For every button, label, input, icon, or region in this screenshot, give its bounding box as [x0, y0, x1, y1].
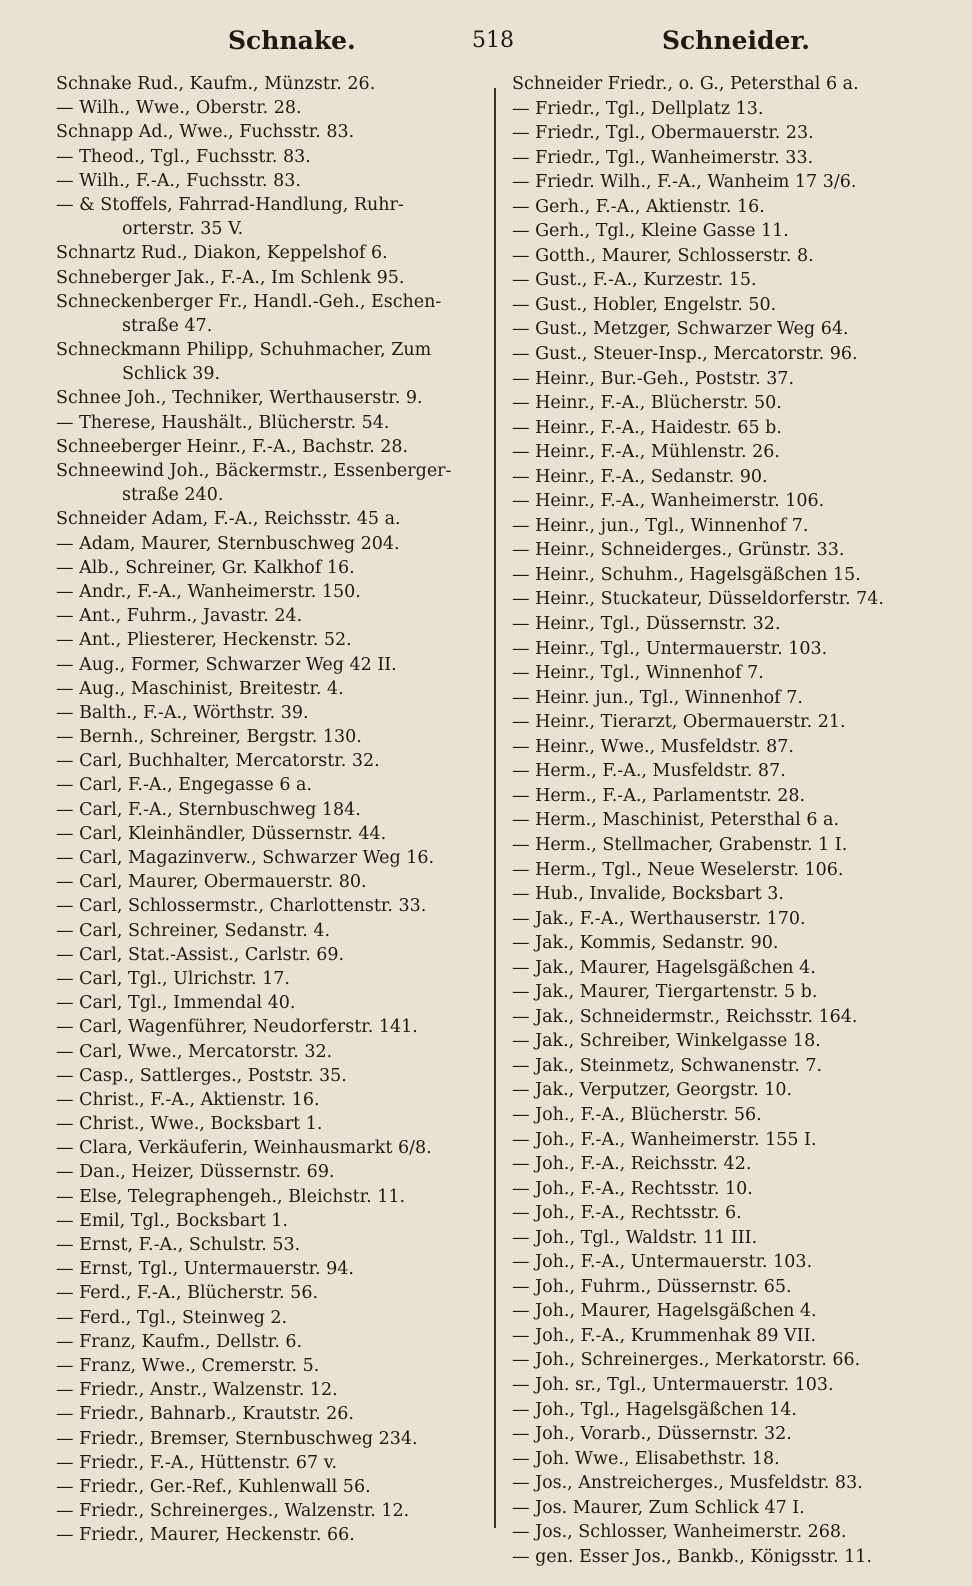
directory-entry-line: Schneider Adam, F.-A., Reichsstr. 45 a. — [56, 509, 401, 530]
directory-entry-line: — Jak., Verputzer, Georgstr. 10. — [512, 1080, 793, 1101]
directory-entry-line: — Herm., Stellmacher, Grabenstr. 1 I. — [512, 834, 848, 855]
directory-entry-line: — Hub., Invalide, Bocksbart 3. — [512, 884, 784, 905]
directory-entry-line: — Herm., F.-A., Parlamentstr. 28. — [512, 785, 806, 806]
directory-entry-line: — Joh., F.-A., Wanheimerstr. 155 I. — [512, 1129, 817, 1150]
directory-entry-line: — Carl, Maurer, Obermauerstr. 80. — [56, 872, 367, 893]
directory-entry-line: — Aug., Maschinist, Breitestr. 4. — [56, 678, 344, 699]
directory-entry-line: — Aug., Former, Schwarzer Weg 42 II. — [56, 654, 397, 675]
directory-entry-line: — Carl, Stat.-Assist., Carlstr. 69. — [56, 944, 345, 965]
directory-entry-line: — Heinr., F.-A., Sedanstr. 90. — [512, 466, 768, 487]
directory-entry-line: — Friedr., F.-A., Hüttenstr. 67 v. — [56, 1452, 338, 1473]
directory-entry-line: — Franz, Wwe., Cremerstr. 5. — [56, 1355, 320, 1376]
directory-entry-line: — Joh., F.-A., Reichsstr. 42. — [512, 1154, 752, 1175]
column-divider — [494, 88, 496, 1528]
directory-entry-line: — Joh. Wwe., Elisabethstr. 18. — [512, 1448, 780, 1469]
directory-entry-line: — Friedr., Tgl., Wanheimerstr. 33. — [512, 147, 814, 168]
directory-entry-line: — Heinr. jun., Tgl., Winnenhof 7. — [512, 687, 803, 708]
directory-entry-line: — Adam, Maurer, Sternbuschweg 204. — [56, 533, 400, 554]
directory-entry-line: — Jak., F.-A., Werthauserstr. 170. — [512, 908, 806, 929]
directory-entry-line: orterstr. 35 V. — [122, 219, 244, 240]
directory-entry-line: — Heinr., Tgl., Untermauerstr. 103. — [512, 638, 828, 659]
directory-entry-line: — Gerh., F.-A., Aktienstr. 16. — [512, 196, 765, 217]
directory-entry-line: — Andr., F.-A., Wanheimerstr. 150. — [56, 581, 361, 602]
directory-entry-line: — Ernst, F.-A., Schulstr. 53. — [56, 1235, 301, 1255]
directory-entry-line: — Heinr., F.-A., Blücherstr. 50. — [512, 393, 782, 414]
header-right-keyword: Schneider. — [662, 26, 810, 55]
directory-entry-line: — Carl, F.-A., Sternbuschweg 184. — [56, 799, 361, 820]
directory-entry-line: — Casp., Sattlerges., Poststr. 35. — [56, 1065, 347, 1086]
directory-entry-line: — Joh., Fuhrm., Düssernstr. 65. — [512, 1276, 792, 1297]
directory-entry-line: — Joh., Tgl., Hagelsgäßchen 14. — [512, 1399, 797, 1420]
directory-entry-line: — Jos., Anstreicherges., Musfeldstr. 83. — [512, 1473, 863, 1494]
directory-entry-line: — Joh., Maurer, Hagelsgäßchen 4. — [512, 1301, 817, 1322]
directory-entry-line: — Ernst, Tgl., Untermauerstr. 94. — [56, 1259, 354, 1280]
directory-entry-line: — Emil, Tgl., Bocksbart 1. — [56, 1210, 288, 1231]
directory-entry-line: — Jak., Schreiber, Winkelgasse 18. — [512, 1031, 821, 1052]
directory-entry-line: — Joh., Schreinerges., Merkatorstr. 66. — [512, 1350, 861, 1371]
directory-entry-line: — Heinr., Tgl., Düssernstr. 32. — [512, 614, 781, 635]
directory-entry-line: Schneberger Jak., F.-A., Im Schlenk 95. — [56, 267, 405, 288]
directory-entry-line: — Joh. sr., Tgl., Untermauerstr. 103. — [512, 1374, 834, 1395]
directory-entry-line: Schnartz Rud., Diakon, Keppelshof 6. — [56, 243, 388, 264]
directory-entry-line: — Jak., Maurer, Hagelsgäßchen 4. — [512, 957, 816, 978]
directory-entry-line: Schneewind Joh., Bäckermstr., Essenberger- — [56, 461, 452, 481]
directory-entry-line: — Wilh., Wwe., Oberstr. 28. — [56, 98, 302, 119]
page-header — [0, 26, 972, 66]
directory-entry-line: — Carl, Wagenführer, Neudorferstr. 141. — [56, 1017, 418, 1038]
directory-entry-line: — Carl, Tgl., Ulrichstr. 17. — [56, 968, 290, 989]
left-column — [56, 72, 488, 1547]
directory-entry-line: — Heinr., F.-A., Haidestr. 65 b. — [512, 417, 782, 438]
directory-entry-line: — Friedr. Wilh., F.-A., Wanheim 17 3/6. — [512, 172, 857, 193]
directory-entry-line: Schnee Joh., Techniker, Werthauserstr. 9. — [56, 388, 423, 409]
directory-entry-line: — Carl, Tgl., Immendal 40. — [56, 993, 296, 1014]
directory-entry-line: — Carl, Wwe., Mercatorstr. 32. — [56, 1041, 333, 1062]
directory-entry-line: — Friedr., Bremser, Sternbuschweg 234. — [56, 1428, 418, 1449]
directory-entry-line: — Gotth., Maurer, Schlosserstr. 8. — [512, 245, 814, 266]
directory-entry-line: — Joh., F.-A., Blücherstr. 56. — [512, 1104, 762, 1125]
directory-entry-line: Schneckmann Philipp, Schuhmacher, Zum — [56, 340, 432, 361]
directory-entry-line: — Carl, Schlossermstr., Charlottenstr. 33. — [56, 896, 427, 917]
page-number: 518 — [472, 28, 514, 53]
directory-entry-line: — Jak., Maurer, Tiergartenstr. 5 b. — [512, 982, 818, 1003]
directory-entry-line: — Gerh., Tgl., Kleine Gasse 11. — [512, 221, 789, 242]
directory-entry-line: — Theod., Tgl., Fuchsstr. 83. — [56, 146, 311, 167]
directory-entry-line: — Heinr., Stuckateur, Düsseldorferstr. 74. — [512, 589, 884, 610]
directory-entry-line: — Gust., F.-A., Kurzestr. 15. — [512, 270, 757, 291]
directory-entry-line: Schlick 39. — [122, 364, 221, 385]
directory-entry-line: — Jak., Steinmetz, Schwanenstr. 7. — [512, 1055, 823, 1076]
directory-entry-line: — Heinr., F.-A., Mühlenstr. 26. — [512, 442, 780, 463]
directory-entry-line: Schnapp Ad., Wwe., Fuchsstr. 83. — [56, 122, 355, 143]
directory-entry-line: — Jos., Schlosser, Wanheimerstr. 268. — [512, 1522, 847, 1543]
directory-entry-line: — Herm., F.-A., Musfeldstr. 87. — [512, 761, 786, 782]
directory-entry-line: — Carl, Kleinhändler, Düssernstr. 44. — [56, 823, 387, 844]
directory-entry-line: — Heinr., Bur.-Geh., Poststr. 37. — [512, 368, 795, 389]
directory-entry-line: — Joh., Vorarb., Düssernstr. 32. — [512, 1424, 792, 1445]
header-left-keyword: Schnake. — [228, 26, 356, 55]
directory-entry-line: — Bernh., Schreiner, Bergstr. 130. — [56, 727, 362, 748]
directory-entry-line: — Friedr., Ger.-Ref., Kuhlenwall 56. — [56, 1476, 371, 1497]
right-column — [512, 72, 960, 1569]
directory-entry-line: — Joh., F.-A., Krummenhak 89 VII. — [512, 1325, 817, 1346]
directory-entry-line: — Heinr., F.-A., Wanheimerstr. 106. — [512, 491, 825, 512]
directory-entry-line: — Friedr., Tgl., Obermauerstr. 23. — [512, 123, 814, 144]
directory-entry-line: — Heinr., Schuhm., Hagelsgäßchen 15. — [512, 564, 861, 585]
directory-entry-line: — Herm., Maschinist, Petersthal 6 a. — [512, 810, 840, 831]
directory-entry-line: — Gust., Hobler, Engelstr. 50. — [512, 294, 777, 315]
directory-entry-line: — gen. Esser Jos., Bankb., Königsstr. 11. — [512, 1546, 872, 1567]
directory-entry-line: — Friedr., Maurer, Heckenstr. 66. — [56, 1525, 355, 1546]
directory-entry-line: — Else, Telegraphengeh., Bleichstr. 11. — [56, 1186, 406, 1207]
directory-entry-line: — Alb., Schreiner, Gr. Kalkhof 16. — [56, 557, 355, 578]
directory-entry-line: — Carl, F.-A., Engegasse 6 a. — [56, 775, 313, 796]
directory-entry-line: — & Stoffels, Fahrrad-Handlung, Ruhr- — [56, 194, 404, 215]
directory-entry-line: — Carl, Magazinverw., Schwarzer Weg 16. — [56, 848, 435, 868]
directory-entry-line: — Heinr., Tgl., Winnenhof 7. — [512, 663, 764, 684]
directory-entry-line: — Gust., Metzger, Schwarzer Weg 64. — [512, 319, 849, 340]
directory-entry-line: — Gust., Steuer-Insp., Mercatorstr. 96. — [512, 344, 858, 365]
directory-entry-line: — Dan., Heizer, Düssernstr. 69. — [56, 1162, 335, 1183]
directory-entry-line: — Joh., F.-A., Untermauerstr. 103. — [512, 1252, 813, 1273]
directory-entry-line: straße 240. — [122, 485, 224, 506]
directory-entry-line: — Heinr., jun., Tgl., Winnenhof 7. — [512, 515, 809, 536]
directory-entry-line: — Heinr., Wwe., Musfeldstr. 87. — [512, 736, 794, 757]
directory-entry-line: — Ferd., F.-A., Blücherstr. 56. — [56, 1283, 319, 1304]
directory-entry-line: — Herm., Tgl., Neue Weselerstr. 106. — [512, 859, 844, 880]
directory-entry-line: Schnake Rud., Kaufm., Münzstr. 26. — [56, 74, 376, 94]
directory-entry-line: — Ant., Fuhrm., Javastr. 24. — [56, 606, 303, 627]
directory-entry-line: Schneeberger Heinr., F.-A., Bachstr. 28. — [56, 436, 409, 457]
directory-entry-line: — Friedr., Bahnarb., Krautstr. 26. — [56, 1404, 354, 1425]
directory-entry-line: — Heinr., Tierarzt, Obermauerstr. 21. — [512, 712, 846, 733]
directory-entry-line: — Jos. Maurer, Zum Schlick 47 I. — [512, 1497, 805, 1518]
directory-entry-line: — Therese, Haushält., Blücherstr. 54. — [56, 412, 390, 433]
directory-entry-line: — Christ., Wwe., Bocksbart 1. — [56, 1114, 323, 1135]
directory-entry-line: — Balth., F.-A., Wörthstr. 39. — [56, 702, 309, 723]
directory-entry-line: — Ant., Pliesterer, Heckenstr. 52. — [56, 630, 352, 651]
directory-entry-line: — Friedr., Tgl., Dellplatz 13. — [512, 98, 764, 119]
directory-entry-line: — Jak., Schneidermstr., Reichsstr. 164. — [512, 1006, 858, 1027]
directory-entry-line: — Joh., Tgl., Waldstr. 11 III. — [512, 1227, 758, 1248]
directory-entry-line: — Wilh., F.-A., Fuchsstr. 83. — [56, 170, 301, 191]
directory-entry-line: — Carl, Buchhalter, Mercatorstr. 32. — [56, 751, 380, 772]
directory-entry-line: straße 47. — [122, 315, 213, 336]
directory-entry-line: — Friedr., Anstr., Walzenstr. 12. — [56, 1380, 338, 1401]
directory-entry-line: — Carl, Schreiner, Sedanstr. 4. — [56, 920, 331, 941]
directory-entry-line: Schneckenberger Fr., Handl.-Geh., Eschen- — [56, 291, 442, 312]
directory-entry-line: — Joh., F.-A., Rechtsstr. 10. — [512, 1178, 753, 1199]
directory-entry-line: — Franz, Kaufm., Dellstr. 6. — [56, 1331, 303, 1352]
directory-entry-line: — Jak., Kommis, Sedanstr. 90. — [512, 933, 779, 954]
directory-entry-line: — Joh., F.-A., Rechtsstr. 6. — [512, 1203, 742, 1224]
directory-entry-line: — Ferd., Tgl., Steinweg 2. — [56, 1307, 288, 1328]
directory-entry-line: — Clara, Verkäuferin, Weinhausmarkt 6/8. — [56, 1138, 432, 1159]
directory-entry-line: — Christ., F.-A., Aktienstr. 16. — [56, 1089, 320, 1110]
directory-entry-line: Schneider Friedr., o. G., Petersthal 6 a. — [512, 74, 859, 94]
directory-entry-line: — Heinr., Schneiderges., Grünstr. 33. — [512, 540, 845, 561]
directory-entry-line: — Friedr., Schreinerges., Walzenstr. 12. — [56, 1501, 410, 1522]
